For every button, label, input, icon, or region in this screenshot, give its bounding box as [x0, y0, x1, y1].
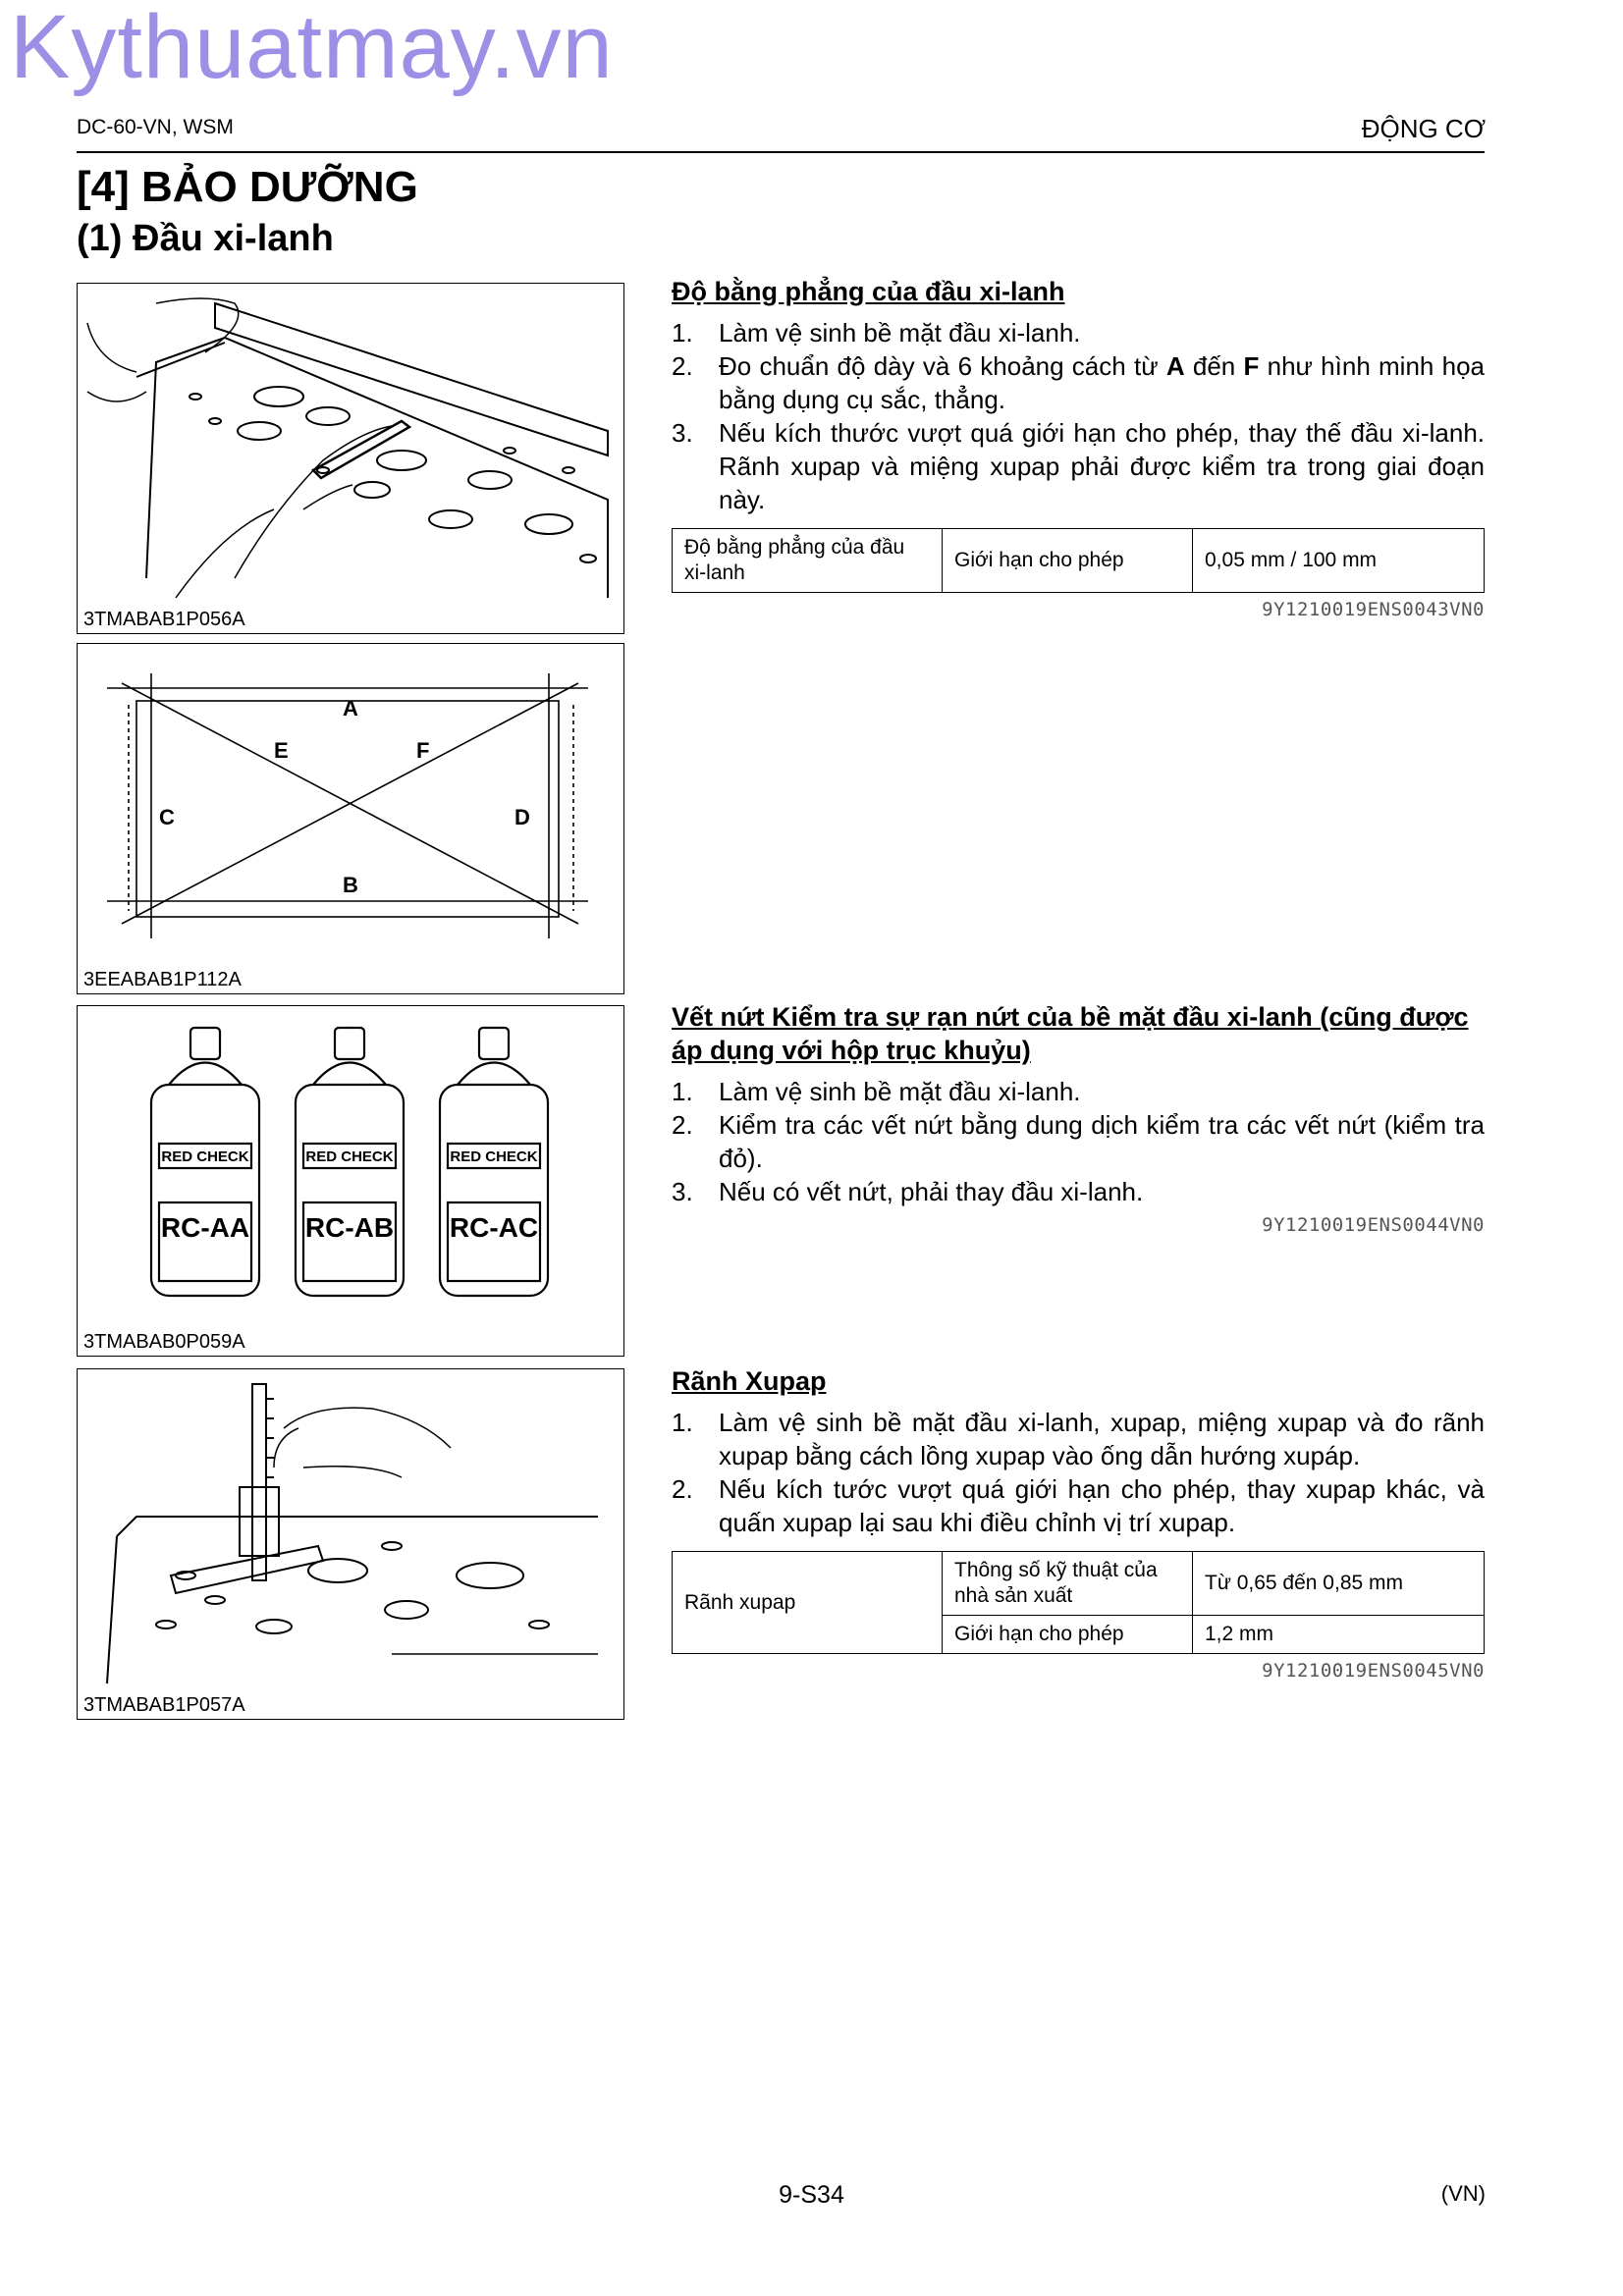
- figure-caption: 3TMABAB1P056A: [83, 609, 245, 630]
- figure-valve-recess: [77, 1368, 624, 1720]
- table-cell: 0,05 mm / 100 mm: [1193, 529, 1485, 593]
- figure-caption: 3TMABAB0P059A: [83, 1331, 245, 1353]
- table-cell: 1,2 mm: [1193, 1616, 1485, 1654]
- label-c: C: [159, 805, 175, 829]
- valve-groove-spec-table: [672, 1551, 1485, 1654]
- list-item: 2. Kiểm tra các vết nứt bằng dung dịch kiểm tra các vết nứt (kiểm tra đỏ).: [672, 1110, 1485, 1173]
- table-row: [673, 529, 1485, 593]
- language-code: (VN): [1440, 2181, 1486, 2206]
- flatness-steps: [672, 316, 1485, 516]
- table-cell: Giới hạn cho phép: [943, 1616, 1193, 1654]
- valve-recess-illustration: [78, 1369, 623, 1693]
- list-item: 2. Nếu kích tước vượt quá giới hạn cho phép, thay xupap khác, và quấn xupap lại sau khi điều chỉnh vị trí xupap.: [672, 1474, 1485, 1537]
- flatness-section: [672, 275, 1485, 620]
- header-rule: [77, 151, 1485, 153]
- can-brand: RED CHECK: [305, 1148, 394, 1165]
- can-model: RC-AB: [304, 1212, 395, 1243]
- table-cell: Giới hạn cho phép: [943, 529, 1193, 593]
- crack-heading: Vết nứt Kiểm tra sự rạn nứt của bề mặt đầu xi-lanh (cũng được áp dụng với hộp trục khuỷu): [672, 1002, 1469, 1065]
- list-item: 1. Làm vệ sinh bề mặt đầu xi-lanh.: [672, 318, 1081, 347]
- spray-cans-illustration: [78, 1006, 623, 1330]
- measurement-diagram: [78, 644, 623, 968]
- can-model: RC-AA: [160, 1212, 250, 1243]
- valve-groove-section: [672, 1364, 1485, 1682]
- doc-code: DC-60-VN, WSM: [77, 116, 234, 138]
- reference-code: 9Y1210019ENS0043VN0: [1262, 599, 1485, 620]
- sub-title: (1) Đầu xi-lanh: [77, 218, 334, 259]
- figure-flatness-measurement: [77, 283, 624, 634]
- flatness-heading: Độ bằng phẳng của đầu xi-lanh: [672, 277, 1065, 306]
- list-item: 2. Đo chuẩn độ dày và 6 khoảng cách từ A đến F như hình minh họa bằng dụng cụ sắc, thẳng.: [672, 351, 1485, 414]
- table-cell: Thông số kỹ thuật của nhà sản xuất: [943, 1552, 1193, 1616]
- figure-caption: 3EEABAB1P112A: [83, 969, 242, 990]
- figure-measurement-diagram: [77, 643, 624, 994]
- watermark: Kythuatmay.vn: [10, 0, 614, 97]
- label-b: B: [343, 873, 358, 897]
- table-row: [673, 1552, 1485, 1616]
- crack-section: [672, 1000, 1485, 1236]
- label-e: E: [274, 738, 289, 763]
- list-item: 3. Nếu kích thước vượt quá giới hạn cho phép, thay thế đầu xi-lanh. Rãnh xupap và miệng xupap phải được kiểm tra trong giai đoạn này.: [672, 418, 1485, 514]
- reference-code: 9Y1210019ENS0045VN0: [1262, 1660, 1485, 1682]
- crack-steps: [672, 1075, 1485, 1208]
- page-number: 9-S34: [779, 2181, 844, 2209]
- can-brand: RED CHECK: [161, 1148, 249, 1165]
- flatness-spec-table: [672, 528, 1485, 593]
- table-cell: Từ 0,65 đến 0,85 mm: [1193, 1552, 1485, 1616]
- table-cell: Độ bằng phẳng của đầu xi-lanh: [673, 529, 943, 593]
- label-d: D: [514, 805, 530, 829]
- can-model: RC-AC: [449, 1212, 539, 1243]
- figure-red-check-cans: [77, 1005, 624, 1357]
- section-title: [4] BẢO DƯỠNG: [77, 163, 418, 211]
- figure-caption: 3TMABAB1P057A: [83, 1694, 245, 1716]
- label-a: A: [343, 696, 358, 721]
- list-item: 1. Làm vệ sinh bề mặt đầu xi-lanh.: [672, 1077, 1081, 1106]
- reference-code: 9Y1210019ENS0044VN0: [1262, 1214, 1485, 1236]
- list-item: 1. Làm vệ sinh bề mặt đầu xi-lanh, xupap, miệng xupap và đo rãnh xupap bằng cách lồng xupap vào ống dẫn hướng xupáp.: [672, 1408, 1485, 1470]
- chapter-title: ĐỘNG CƠ: [1361, 114, 1486, 143]
- flatness-illustration: [78, 284, 623, 608]
- table-cell: Rãnh xupap: [673, 1552, 943, 1654]
- list-item: 3. Nếu có vết nứt, phải thay đầu xi-lanh.: [672, 1177, 1144, 1206]
- valve-groove-steps: [672, 1406, 1485, 1539]
- can-brand: RED CHECK: [450, 1148, 538, 1165]
- label-f: F: [416, 738, 430, 763]
- valve-groove-heading: Rãnh Xupap: [672, 1366, 827, 1396]
